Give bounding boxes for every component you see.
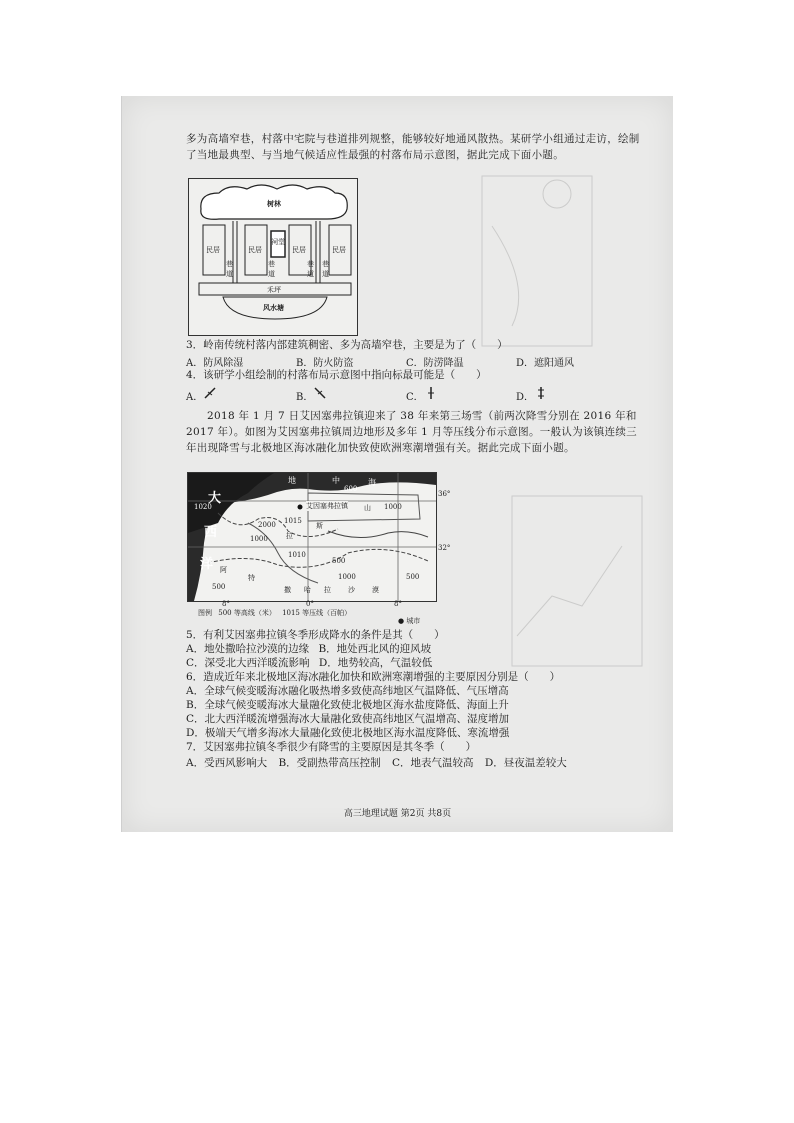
contour-label: 2000 bbox=[258, 521, 276, 529]
house-label: 民居 bbox=[292, 246, 306, 254]
atlas-char-si: 斯 bbox=[316, 522, 323, 530]
q4-stem: 4．该研学小组绘制的村落布局示意图中指向标最可能是（ ） bbox=[186, 369, 487, 381]
pointer-nw-icon bbox=[313, 386, 327, 400]
q4-option-d[interactable]: D． bbox=[516, 386, 626, 403]
q3-option-d[interactable]: D．遮阳通风 bbox=[516, 358, 575, 369]
bleed-through-marks bbox=[472, 166, 662, 746]
isobar-label: 1010 bbox=[288, 551, 306, 559]
q3-options bbox=[186, 354, 626, 369]
pointer-ne-icon bbox=[203, 386, 217, 400]
village-layout-figure bbox=[188, 178, 358, 336]
isobar-label: 1015 bbox=[284, 517, 302, 525]
q5-options-row-2 bbox=[186, 656, 432, 670]
contour-label: 500 bbox=[406, 573, 420, 581]
q6-option-c[interactable]: C．北大西洋暖流增强海冰大量融化致使高纬地区气温增高、湿度增加 bbox=[186, 713, 510, 725]
q5-options-row-1 bbox=[186, 642, 431, 656]
lane-label: 巷道 bbox=[307, 260, 314, 278]
lane-label: 巷道 bbox=[226, 260, 233, 278]
atlantic-char-da: 大 bbox=[208, 491, 222, 506]
legend-title: 图例 bbox=[198, 609, 212, 617]
q7-stem: 7．艾因塞弗拉镇冬季很少有降雪的主要原因是其冬季（ ） bbox=[186, 741, 477, 753]
atlas-char-a: 阿 bbox=[220, 566, 227, 574]
atlas-char-la: 拉 bbox=[286, 532, 293, 540]
city-dot-icon: ● bbox=[398, 617, 405, 625]
lat-label: 32° bbox=[438, 544, 451, 552]
med-char-di: 地 bbox=[288, 476, 296, 485]
lon-label: 8° bbox=[394, 600, 402, 608]
passage2-paragraph: 2018 年 1 月 7 日艾因塞弗拉镇迎来了 38 年来第三场雪（前两次降雪分别在 2016 年和 2017 年）。如图为艾因塞弗拉镇周边地形及多年 1 月等压线分布示意图。一般认为该镇连续三年出现降雪与北极地区海冰融化加快致使欧洲寒潮增强有关。据此完成下面小题。 bbox=[186, 410, 637, 454]
q4-option-b[interactable]: B． bbox=[296, 386, 406, 403]
pointer-vertical-icon bbox=[424, 386, 438, 400]
contour-label: 1000 bbox=[338, 573, 356, 581]
isobar-label: 1000 bbox=[384, 503, 402, 511]
lane-label: 巷道 bbox=[322, 260, 329, 278]
q4-option-c[interactable]: C． bbox=[406, 386, 516, 403]
isobar-label: 1020 bbox=[194, 503, 212, 511]
q5-option-c[interactable]: C．深受北大西洋暖流影响 bbox=[186, 657, 310, 669]
algeria-map-figure bbox=[187, 472, 437, 602]
exam-page-photo bbox=[121, 96, 673, 832]
q3-option-b[interactable]: B．防火防盗 bbox=[296, 358, 354, 369]
atlas-char-shan: 山 bbox=[364, 504, 371, 512]
q5-stem: 5．有利艾因塞弗拉镇冬季形成降水的条件是其（ ） bbox=[186, 629, 445, 641]
sahara-char-la: 拉 bbox=[324, 586, 331, 594]
intro-paragraph: 多为高墙窄巷，村落中宅院与巷道排列规整，能够较好地通风散热。某研学小组通过走访，绘制了当地最典型、与当地气候适应性最强的村落布局示意图，据此完成下面小题。 bbox=[186, 133, 640, 161]
q3-option-c[interactable]: C．防涝降温 bbox=[406, 358, 464, 369]
atlas-char-te: 特 bbox=[248, 574, 255, 582]
med-char-hai: 海 bbox=[368, 478, 376, 487]
q7-option-d[interactable]: D．昼夜温差较大 bbox=[484, 757, 567, 769]
q7-option-a[interactable]: A．受西风影响大 bbox=[186, 757, 268, 769]
atlantic-char-yang: 洋 bbox=[200, 557, 214, 572]
lane-label: 巷道 bbox=[268, 260, 275, 278]
legend-city: ● 城市 bbox=[398, 617, 421, 625]
lon-label: 0° bbox=[306, 600, 314, 608]
pond-label: 风水塘 bbox=[263, 303, 284, 312]
sahara-char-mo: 漠 bbox=[372, 586, 379, 594]
q4-option-a[interactable]: A． bbox=[186, 386, 296, 403]
house-label: 民居 bbox=[332, 246, 346, 254]
med-char-zhong: 中 bbox=[332, 476, 340, 485]
contour-label: 500 bbox=[332, 557, 346, 565]
q7-options bbox=[186, 756, 567, 770]
q6-option-b[interactable]: B．全球气候变暖海冰大量融化致使北极地区海水盐度降低、海面上升 bbox=[186, 699, 509, 711]
page-footer: 高三地理试题 第2页 共8页 bbox=[343, 809, 452, 819]
legend-contour: 500 等高线（米） bbox=[218, 609, 276, 617]
q6-option-a[interactable]: A．全球气候变暖海冰融化吸热增多致使高纬地区气温降低、气压增高 bbox=[186, 685, 509, 697]
lat-label: 36° bbox=[438, 490, 451, 498]
town-label: 艾因塞弗拉镇 bbox=[306, 502, 348, 510]
q6-option-d[interactable]: D．极端天气增多海冰大量融化致使北极地区海水温度降低、寒流增强 bbox=[186, 727, 510, 739]
q6-stem: 6．造成近年来北极地区海冰融化加快和欧洲寒潮增强的主要原因分别是（ ） bbox=[186, 671, 561, 683]
map-drawing bbox=[188, 473, 436, 601]
q5-option-b[interactable]: B．地处西北风的迎风坡 bbox=[318, 643, 432, 655]
q7-option-b[interactable]: B．受副热带高压控制 bbox=[278, 757, 381, 769]
legend-isobar: 1015 等压线（百帕） bbox=[282, 609, 352, 617]
sahara-char-sha: 沙 bbox=[348, 586, 355, 594]
sahara-char-ha: 哈 bbox=[304, 586, 311, 594]
contour-label: 1000 bbox=[250, 535, 268, 543]
atlantic-char-xi: 西 bbox=[204, 525, 218, 540]
house-label: 民居 bbox=[248, 246, 262, 254]
q4-options bbox=[186, 386, 626, 403]
house-label: 民居 bbox=[206, 246, 220, 254]
forest-label: 树林 bbox=[267, 199, 281, 208]
q3-option-a[interactable]: A．防风除湿 bbox=[186, 358, 244, 369]
contour-label: 500 bbox=[212, 583, 226, 591]
q3-stem: 3．岭南传统村落内部建筑稠密、多为高墙窄巷，主要是为了（ ） bbox=[186, 339, 508, 351]
pointer-vertical-icon bbox=[534, 386, 548, 400]
q5-option-a[interactable]: A．地处撒哈拉沙漠的边缘 bbox=[186, 643, 310, 655]
contour-label: 600 bbox=[344, 485, 358, 493]
sahara-char-sa: 撒 bbox=[284, 586, 291, 594]
q5-option-d[interactable]: D．地势较高，气温较低 bbox=[318, 657, 433, 669]
field-label: 禾坪 bbox=[267, 286, 281, 294]
ancestral-hall-label: 祠堂 bbox=[271, 238, 285, 246]
q7-option-c[interactable]: C．地表气温较高 bbox=[392, 757, 474, 769]
map-legend bbox=[198, 608, 351, 618]
lon-label: 8° bbox=[222, 600, 230, 608]
